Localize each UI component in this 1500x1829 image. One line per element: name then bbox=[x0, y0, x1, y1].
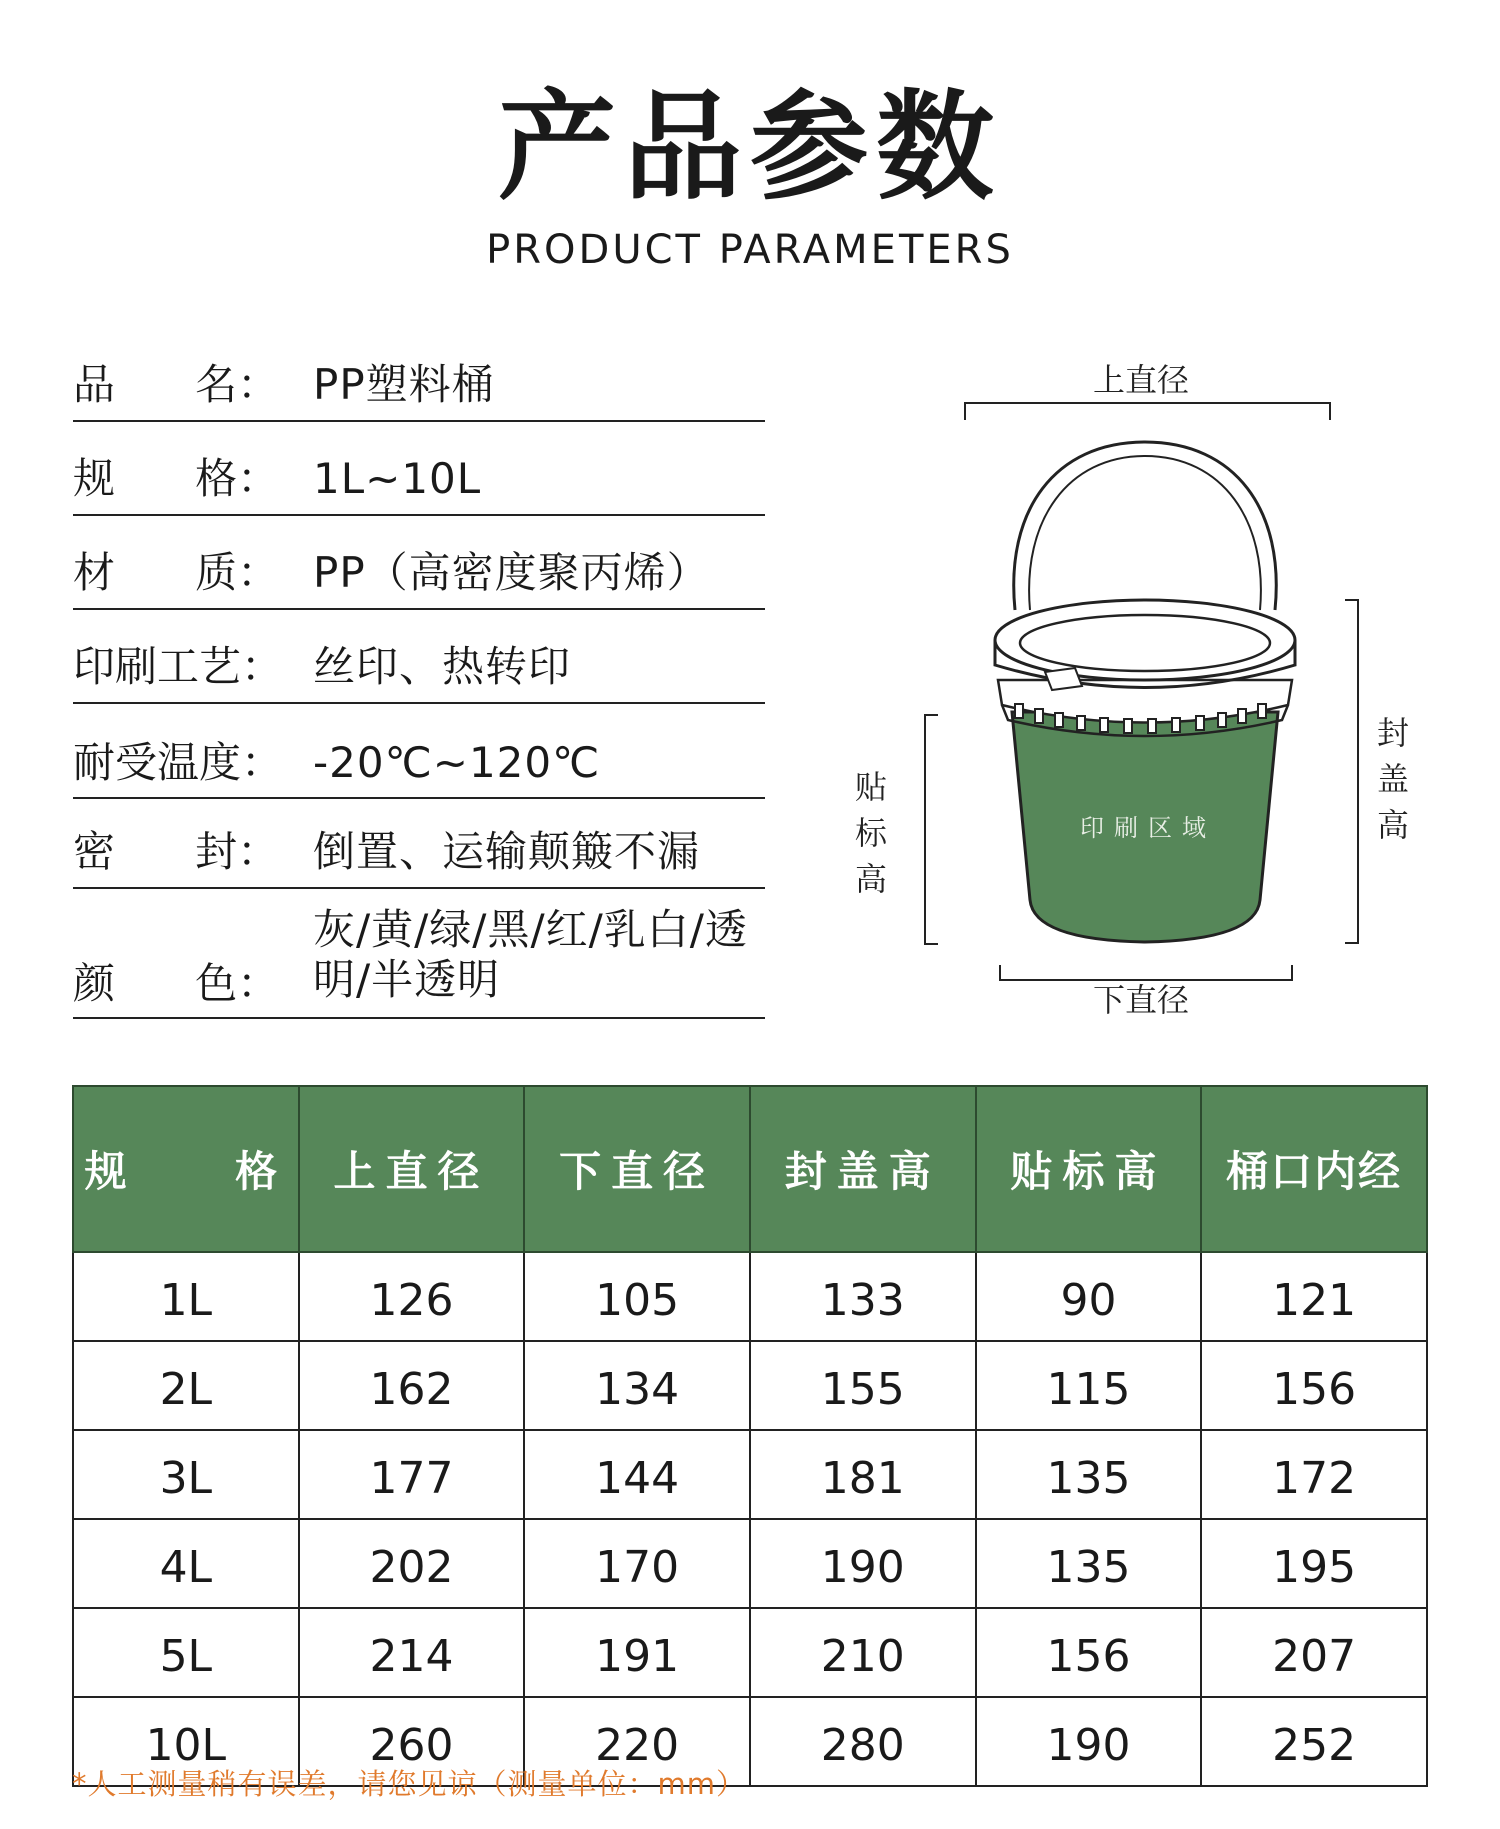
table-cell: 280 bbox=[750, 1697, 976, 1786]
table-cell: 2L bbox=[73, 1341, 299, 1430]
table-cell: 134 bbox=[524, 1341, 750, 1430]
parameters-table bbox=[72, 1085, 1428, 1787]
table-cell: 3L bbox=[73, 1430, 299, 1519]
table-row bbox=[73, 1252, 1427, 1341]
top-diameter-label: 上直径 bbox=[1093, 361, 1190, 399]
table-cell: 156 bbox=[1201, 1341, 1427, 1430]
bucket-diagram bbox=[840, 360, 1409, 1020]
table-row bbox=[73, 1430, 1427, 1519]
table-cell: 202 bbox=[299, 1519, 525, 1608]
table-cell: 214 bbox=[299, 1608, 525, 1697]
table-cell: 133 bbox=[750, 1252, 976, 1341]
header-lid-height: 封盖高 bbox=[750, 1086, 976, 1252]
spec-value: 倒置、运输颠簸不漏 bbox=[313, 827, 701, 876]
header-label-height: 贴标高 bbox=[976, 1086, 1202, 1252]
spec-label: 品 名： bbox=[73, 360, 280, 409]
spec-label: 规 格： bbox=[73, 454, 280, 503]
table-cell: 105 bbox=[524, 1252, 750, 1341]
table-cell: 172 bbox=[1201, 1430, 1427, 1519]
table-cell: 190 bbox=[750, 1519, 976, 1608]
page-title: 产品参数 bbox=[497, 78, 1002, 216]
spec-row-temperature bbox=[73, 702, 765, 799]
page-subtitle: PRODUCT PARAMETERS bbox=[486, 227, 1014, 273]
spec-value: PP塑料桶 bbox=[313, 360, 495, 409]
table-cell: 210 bbox=[750, 1608, 976, 1697]
table-cell: 162 bbox=[299, 1341, 525, 1430]
spec-row-material bbox=[73, 514, 765, 610]
table-header-row bbox=[73, 1086, 1427, 1252]
spec-value: 灰/黄/绿/黑/红/乳白/透明/半透明 bbox=[313, 905, 748, 1004]
spec-value: -20℃~120℃ bbox=[313, 738, 601, 787]
table-cell: 260 bbox=[299, 1697, 525, 1786]
table-cell: 1L bbox=[73, 1252, 299, 1341]
spec-label: 密 封： bbox=[73, 827, 280, 876]
table-cell: 156 bbox=[976, 1608, 1202, 1697]
print-area-label: 印刷区域 bbox=[1080, 814, 1216, 842]
header-bottom-diameter: 下直径 bbox=[524, 1086, 750, 1252]
spec-value: 丝印、热转印 bbox=[313, 642, 572, 691]
table-cell: 170 bbox=[524, 1519, 750, 1608]
table-cell: 181 bbox=[750, 1430, 976, 1519]
spec-value: 1L~10L bbox=[313, 454, 482, 503]
measurement-note: *人工测量稍有误差，请您见谅（测量单位：mm） bbox=[72, 1767, 746, 1801]
spec-row-size bbox=[73, 420, 765, 516]
bucket-illustration bbox=[840, 360, 1400, 1020]
spec-label: 材 质： bbox=[73, 548, 280, 597]
table-cell: 126 bbox=[299, 1252, 525, 1341]
table-cell: 90 bbox=[976, 1252, 1202, 1341]
table-cell: 5L bbox=[73, 1608, 299, 1697]
lid-height-label: 封盖高 bbox=[1376, 714, 1409, 844]
table-cell: 207 bbox=[1201, 1608, 1427, 1697]
spec-label: 印刷工艺： bbox=[73, 642, 284, 691]
spec-label: 颜 色： bbox=[73, 959, 280, 1008]
spec-row-name bbox=[73, 350, 765, 422]
table-cell: 115 bbox=[976, 1341, 1202, 1430]
label-height-label: 贴标高 bbox=[854, 768, 887, 898]
table-cell: 177 bbox=[299, 1430, 525, 1519]
table-cell: 10L bbox=[73, 1697, 299, 1786]
bottom-diameter-label: 下直径 bbox=[1093, 981, 1190, 1019]
table-cell: 252 bbox=[1201, 1697, 1427, 1786]
spec-row-printing bbox=[73, 608, 765, 704]
header-size: 规 格 bbox=[73, 1086, 299, 1252]
spec-value: PP（高密度聚丙烯） bbox=[313, 548, 710, 597]
table-cell: 191 bbox=[524, 1608, 750, 1697]
table-cell: 195 bbox=[1201, 1519, 1427, 1608]
spec-row-seal bbox=[73, 797, 765, 889]
table-cell: 135 bbox=[976, 1430, 1202, 1519]
table-cell: 135 bbox=[976, 1519, 1202, 1608]
table-cell: 220 bbox=[524, 1697, 750, 1786]
table-row bbox=[73, 1519, 1427, 1608]
table-cell: 155 bbox=[750, 1341, 976, 1430]
table-cell: 144 bbox=[524, 1430, 750, 1519]
header-top-diameter: 上直径 bbox=[299, 1086, 525, 1252]
table-cell: 121 bbox=[1201, 1252, 1427, 1341]
spec-row-color bbox=[73, 887, 765, 1019]
table-cell: 190 bbox=[976, 1697, 1202, 1786]
spec-label: 耐受温度： bbox=[73, 738, 284, 787]
table-row bbox=[73, 1608, 1427, 1697]
header-inner-diameter: 桶口内经 bbox=[1201, 1086, 1427, 1252]
table-row bbox=[73, 1341, 1427, 1430]
table-cell: 4L bbox=[73, 1519, 299, 1608]
